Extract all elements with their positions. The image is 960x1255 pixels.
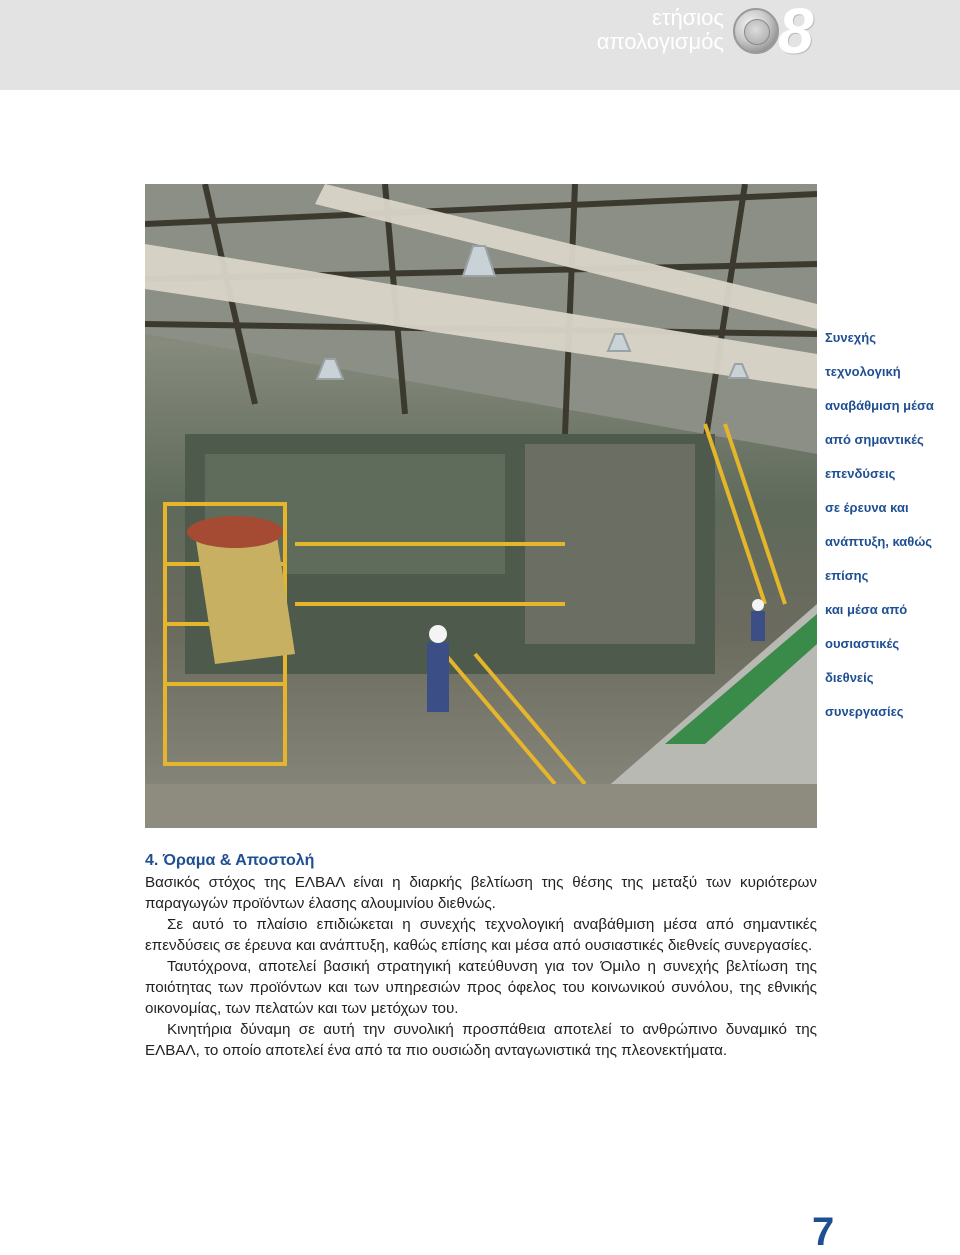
report-title-line2: απολογισμός	[596, 29, 724, 54]
sidebar-quote-line: συνεργασίες	[825, 704, 904, 719]
sidebar-quote-line: ουσιαστικές	[825, 636, 900, 651]
factory-photo-icon	[145, 184, 817, 828]
report-title-line1: ετήσιος	[651, 5, 724, 30]
body-paragraph: Κινητήρια δύναμη σε αυτή την συνολική προσπάθεια αποτελεί το ανθρώπινο δυναμικό της ΕΛΒΑΛ, το οποίο αποτελεί ένα από τα πιο ουσιώδη ανταγωνιστικά της πλεονεκτήματα.	[145, 1021, 817, 1059]
body-paragraph: Ταυτόχρονα, αποτελεί βασική στρατηγική κατεύθυνση για τον Όμιλο η συνεχής βελτίωση της ποιότητας των προϊόντων και των υπηρεσιών προς όφελος του κοινωνικού συνόλου, της εθνικής οικονομίας, των πελατών και των μετόχων του.	[145, 958, 817, 1017]
section-body	[145, 872, 817, 1061]
body-paragraph: Βασικός στόχος της ΕΛΒΑΛ είναι η διαρκής βελτίωση της θέσης της μεταξύ των κυριότερων παραγωγών προϊόντων έλασης αλουμινίου διεθνώς.	[145, 874, 817, 912]
sidebar-quote-line: Συνεχής	[825, 330, 876, 345]
sidebar-quote-line: και μέσα από	[825, 602, 908, 617]
sidebar-quote-line: τεχνολογική	[825, 364, 901, 379]
factory-photo	[145, 184, 817, 828]
sidebar-quote-line: από σημαντικές	[825, 432, 924, 447]
section-title: 4. Όραμα & Αποστολή	[145, 852, 315, 869]
sidebar-quote-line: αναβάθμιση μέσα	[825, 398, 934, 413]
coin-logo-icon	[733, 8, 779, 54]
sidebar-quote-line: ανάπτυξη, καθώς	[825, 534, 933, 549]
sidebar-quote-line: επίσης	[825, 568, 869, 583]
sidebar-quote-line: σε έρευνα και	[825, 500, 909, 515]
report-title	[597, 6, 724, 54]
sidebar-quote-line: διεθνείς	[825, 670, 874, 685]
header-band	[0, 0, 960, 90]
sidebar-quote	[825, 328, 955, 736]
report-number: 8	[778, 0, 814, 67]
body-paragraph: Σε αυτό το πλαίσιο επιδιώκεται η συνεχής τεχνολογική αναβάθμιση μέσα από σημαντικές επενδύσεις σε έρευνα και ανάπτυξη, καθώς επίσης και μέσα από ουσιαστικές διεθνείς συνεργασίες.	[145, 916, 817, 954]
sidebar-quote-line: επενδύσεις	[825, 466, 896, 481]
page-number: 7	[812, 1210, 835, 1254]
